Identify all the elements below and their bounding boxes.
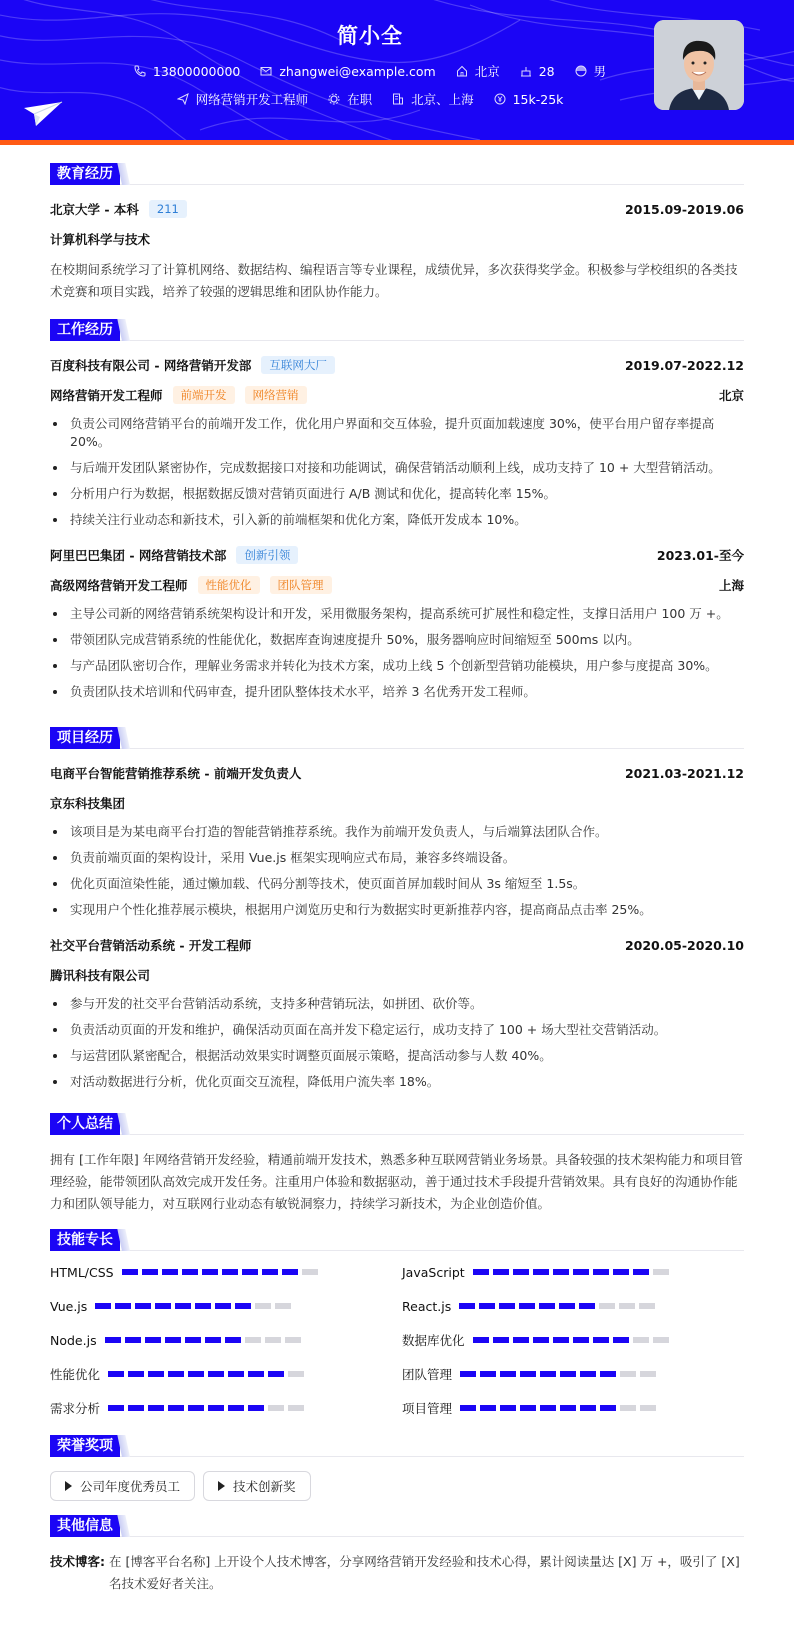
awards-list (50, 1471, 744, 1501)
skill-item (50, 1357, 402, 1391)
skill-level-segment (640, 1371, 656, 1377)
bullet-item: 负责公司网络营销平台的前端开发工作，优化用户界面和交互体验，提升页面加载速度 30%，使平台用户留存率提高 20%。 (50, 415, 744, 451)
skill-level-segment (520, 1405, 536, 1411)
skill-level-segment (148, 1405, 164, 1411)
skill-level-segment (228, 1371, 244, 1377)
skill-level-segment (148, 1371, 164, 1377)
skill-level-segment (460, 1371, 476, 1377)
skill-level-segment (560, 1371, 576, 1377)
project-date: 2020.05-2020.10 (624, 937, 744, 953)
skill-level-bar (122, 1269, 322, 1275)
skill-level-segment (513, 1269, 529, 1275)
skill-level-segment (265, 1337, 281, 1343)
skill-level-segment (188, 1405, 204, 1411)
skill-level-segment (480, 1371, 496, 1377)
skill-level-segment (175, 1303, 191, 1309)
skill-level-segment (208, 1371, 224, 1377)
skill-level-segment (580, 1405, 596, 1411)
resume-header (0, 0, 794, 140)
skill-level-segment (620, 1405, 636, 1411)
skill-level-segment (553, 1269, 569, 1275)
contact-info-row (0, 62, 740, 80)
person-portrait-icon (654, 20, 744, 110)
bullet-item: 分析用户行为数据，根据数据反馈对营销页面进行 A/B 测试和优化，提高转化率 15%。 (50, 485, 744, 503)
skill-level-segment (540, 1371, 556, 1377)
skill-level-segment (182, 1269, 198, 1275)
mail-icon (260, 65, 272, 77)
project-name: 社交平台营销活动系统 - 开发工程师 (50, 938, 252, 953)
work-section (50, 319, 744, 701)
gender-info: 男 (575, 62, 607, 80)
skill-level-segment (205, 1337, 221, 1343)
email-info: zhangwei@example.com (260, 64, 435, 79)
phone-info: 13800000000 (134, 64, 240, 79)
cake-icon (520, 65, 532, 77)
skill-level-segment (268, 1405, 284, 1411)
section-title: 教育经历 (50, 163, 120, 185)
work-entry (50, 355, 744, 529)
skill-level-segment (639, 1303, 655, 1309)
skill-level-segment (620, 1371, 636, 1377)
skill-level-segment (613, 1337, 629, 1343)
skill-name: HTML/CSS (50, 1264, 114, 1280)
bullet-item: 负责前端页面的架构设计，采用 Vue.js 框架实现响应式布局，兼容多终端设备。 (50, 849, 744, 867)
skill-item (402, 1391, 754, 1425)
skill-level-segment (540, 1405, 556, 1411)
skill-level-segment (248, 1405, 264, 1411)
skill-level-segment (268, 1371, 284, 1377)
education-entry (50, 199, 744, 303)
skill-level-segment (242, 1269, 258, 1275)
company-name: 阿里巴巴集团 - 网络营销技术部 (50, 548, 227, 563)
skill-name: JavaScript (402, 1264, 465, 1280)
work-location: 上海 (718, 578, 744, 593)
bullet-item: 持续关注行业动态和新技术，引入新的前端框架和优化方案，降低开发成本 10%。 (50, 511, 744, 529)
project-name: 电商平台智能营销推荐系统 - 前端开发负责人 (50, 766, 302, 781)
section-header (50, 727, 744, 749)
skill-level-bar (460, 1405, 660, 1411)
skill-level-segment (188, 1371, 204, 1377)
skill-level-segment (128, 1371, 144, 1377)
bullet-item: 与运营团队紧密配合，根据活动效果实时调整页面展示策略，提高活动参与人数 40%。 (50, 1047, 744, 1065)
status-info: 在职 (328, 90, 372, 108)
skill-level-segment (162, 1269, 178, 1275)
skill-name: 需求分析 (50, 1401, 101, 1416)
project-bullets (50, 823, 744, 919)
skill-level-segment (633, 1269, 649, 1275)
skill-level-bar (473, 1337, 673, 1343)
skill-item (402, 1323, 754, 1357)
skill-level-segment (128, 1405, 144, 1411)
skill-level-segment (125, 1337, 141, 1343)
skill-name: 性能优化 (50, 1367, 101, 1382)
role-tag: 网络营销 (245, 386, 307, 404)
skill-level-segment (275, 1303, 291, 1309)
skill-item (50, 1255, 402, 1289)
other-info-text: 在 [博客平台名称] 上开设个人技术博客，分享网络营销开发经验和技术心得，累计阅读量达 [X] 万 +，吸引了 [X] 名技术爱好者关注。 (109, 1554, 740, 1591)
work-date: 2019.07-2022.12 (624, 357, 744, 373)
skill-level-segment (208, 1405, 224, 1411)
school-tag: 211 (149, 200, 187, 218)
skill-item (50, 1323, 402, 1357)
skill-level-segment (573, 1269, 589, 1275)
skill-name: 团队管理 (402, 1367, 453, 1382)
bullet-item: 主导公司新的网络营销系统架构设计和开发，采用微服务架构，提高系统可扩展性和稳定性，支撑日活用户 100 万 +。 (50, 605, 744, 623)
skill-level-segment (225, 1337, 241, 1343)
skill-level-segment (500, 1371, 516, 1377)
skill-level-segment (122, 1269, 138, 1275)
role-name: 高级网络营销开发工程师 (50, 578, 188, 593)
skill-level-bar (459, 1303, 659, 1309)
skill-level-segment (593, 1337, 609, 1343)
skill-level-segment (599, 1303, 615, 1309)
skills-section (50, 1229, 744, 1425)
skill-name: Vue.js (50, 1298, 88, 1314)
candidate-name: 简小全 (337, 24, 403, 48)
job-title-info: 网络营销开发工程师 (177, 90, 309, 108)
skill-level-segment (473, 1269, 489, 1275)
company-name: 百度科技有限公司 - 网络营销开发部 (50, 358, 252, 373)
company-tag: 创新引领 (236, 546, 298, 564)
triangle-right-icon (65, 1481, 72, 1491)
skill-item (402, 1289, 754, 1323)
skill-level-segment (653, 1269, 669, 1275)
skill-item (402, 1255, 754, 1289)
award-item[interactable]: 公司年度优秀员工 (50, 1471, 195, 1501)
skill-level-segment (600, 1405, 616, 1411)
section-header (50, 1435, 744, 1457)
section-header (50, 1515, 744, 1537)
skill-level-segment (168, 1405, 184, 1411)
skill-level-segment (600, 1371, 616, 1377)
skill-level-segment (553, 1337, 569, 1343)
bullet-item: 与后端开发团队紧密协作，完成数据接口对接和功能调试，确保营销活动顺利上线，成功支持了 10 + 大型营销活动。 (50, 459, 744, 477)
skill-level-segment (493, 1337, 509, 1343)
skills-grid (50, 1255, 744, 1425)
skill-level-segment (245, 1337, 261, 1343)
skill-level-segment (228, 1405, 244, 1411)
section-header (50, 1113, 744, 1135)
salary-info: 15k-25k (494, 92, 564, 107)
skill-level-segment (593, 1269, 609, 1275)
triangle-right-icon (218, 1481, 225, 1491)
other-info-label: 技术博客: (50, 1554, 105, 1569)
skill-level-segment (195, 1303, 211, 1309)
skill-level-segment (135, 1303, 151, 1309)
projects-section (50, 727, 744, 1091)
skill-level-segment (580, 1371, 596, 1377)
skill-level-segment (460, 1405, 476, 1411)
skill-level-bar (108, 1405, 308, 1411)
avatar-photo (654, 20, 744, 110)
skill-level-segment (248, 1371, 264, 1377)
education-date: 2015.09-2019.06 (624, 201, 744, 217)
skill-level-segment (493, 1269, 509, 1275)
skill-level-segment (560, 1405, 576, 1411)
skill-level-bar (95, 1303, 295, 1309)
other-info-section (50, 1515, 744, 1595)
work-city-info: 北京、上海 (392, 90, 474, 108)
skill-level-segment (619, 1303, 635, 1309)
skill-level-segment (653, 1337, 669, 1343)
section-title: 项目经历 (50, 727, 120, 749)
paper-plane-icon (22, 100, 64, 128)
bullet-item: 对活动数据进行分析，优化页面交互流程，降低用户流失率 18%。 (50, 1073, 744, 1091)
skill-level-segment (500, 1405, 516, 1411)
summary-section (50, 1113, 744, 1215)
skill-level-segment (288, 1371, 304, 1377)
skill-level-segment (559, 1303, 575, 1309)
skill-level-segment (479, 1303, 495, 1309)
skill-level-segment (262, 1269, 278, 1275)
awards-section (50, 1435, 744, 1501)
building-icon (392, 93, 404, 105)
skill-item (402, 1357, 754, 1391)
skill-level-segment (513, 1337, 529, 1343)
project-entry (50, 763, 744, 919)
project-bullets (50, 995, 744, 1091)
skill-level-segment (165, 1337, 181, 1343)
skill-level-segment (282, 1269, 298, 1275)
role-name: 网络营销开发工程师 (50, 388, 163, 403)
section-title: 其他信息 (50, 1515, 120, 1537)
project-date: 2021.03-2021.12 (624, 765, 744, 781)
skill-level-segment (499, 1303, 515, 1309)
skill-level-segment (168, 1371, 184, 1377)
skill-level-segment (519, 1303, 535, 1309)
bullet-item: 实现用户个性化推荐展示模块，根据用户浏览历史和行为数据实时更新推荐内容，提高商品点击率 25%。 (50, 901, 744, 919)
skill-level-segment (115, 1303, 131, 1309)
skill-level-segment (235, 1303, 251, 1309)
skill-level-segment (108, 1405, 124, 1411)
skill-level-segment (613, 1269, 629, 1275)
skill-level-segment (539, 1303, 555, 1309)
section-title: 技能专长 (50, 1229, 120, 1251)
skill-level-segment (520, 1371, 536, 1377)
skill-level-segment (155, 1303, 171, 1309)
skill-level-segment (222, 1269, 238, 1275)
skill-level-segment (579, 1303, 595, 1309)
skill-level-segment (145, 1337, 161, 1343)
role-tag: 性能优化 (198, 576, 260, 594)
work-date: 2023.01-至今 (656, 548, 744, 563)
skill-level-bar (460, 1371, 660, 1377)
skill-level-segment (573, 1337, 589, 1343)
education-description: 在校期间系统学习了计算机网络、数据结构、编程语言等专业课程，成绩优异，多次获得奖学金。积极参与学校组织的各类技术竞赛和项目实践，培养了较强的逻辑思维和团队协作能力。 (50, 262, 738, 299)
section-title: 荣誉奖项 (50, 1435, 120, 1457)
skill-name: 数据库优化 (402, 1333, 465, 1348)
major: 计算机科学与技术 (50, 232, 151, 247)
skill-level-segment (215, 1303, 231, 1309)
other-info-item (50, 1551, 744, 1595)
header-accent-line (0, 140, 794, 145)
phone-icon (134, 65, 146, 77)
skill-level-segment (459, 1303, 475, 1309)
skill-level-bar (108, 1371, 308, 1377)
skill-item (50, 1289, 402, 1323)
school-name: 北京大学 - 本科 (50, 202, 139, 217)
skill-level-segment (285, 1337, 301, 1343)
award-item[interactable]: 技术创新奖 (203, 1471, 311, 1501)
bullet-item: 参与开发的社交平台营销活动系统，支持多种营销玩法，如拼团、砍价等。 (50, 995, 744, 1013)
skill-level-segment (202, 1269, 218, 1275)
section-header (50, 1229, 744, 1251)
skill-level-segment (480, 1405, 496, 1411)
bullet-item: 带领团队完成营销系统的性能优化，数据库查询速度提升 50%，服务器响应时间缩短至 500ms 以内。 (50, 631, 744, 649)
resume-body (0, 163, 794, 1595)
summary-text: 拥有 [工作年限] 年网络营销开发经验，精通前端开发技术，熟悉多种互联网营销业务场景。具备较强的技术架构能力和项目管理经验，能带领团队高效完成开发任务。注重用户体验和数据驱动，善于通过技术手段提升营销效果。具有良好的沟通协作能力和团队领导能力，对互联网行业动态有敏锐洞察力，持续学习新技术，为企业创造价值。 (50, 1152, 743, 1211)
work-bullets (50, 605, 744, 701)
skill-level-bar (105, 1337, 305, 1343)
home-icon (456, 65, 468, 77)
skill-level-segment (108, 1371, 124, 1377)
education-section (50, 163, 744, 303)
bullet-item: 该项目是为某电商平台打造的智能营销推荐系统。我作为前端开发负责人，与后端算法团队合作。 (50, 823, 744, 841)
bullet-item: 与产品团队密切合作，理解业务需求并转化为技术方案，成功上线 5 个创新型营销功能模块，用户参与度提高 30%。 (50, 657, 744, 675)
city-info: 北京 (456, 62, 500, 80)
skill-name: Node.js (50, 1332, 97, 1348)
skill-level-segment (640, 1405, 656, 1411)
skill-level-segment (633, 1337, 649, 1343)
project-org: 京东科技集团 (50, 796, 126, 811)
status-icon (328, 93, 340, 105)
work-location: 北京 (718, 388, 744, 403)
skill-level-bar (473, 1269, 673, 1275)
role-tag: 前端开发 (173, 386, 235, 404)
bullet-item: 优化页面渲染性能，通过懒加载、代码分割等技术，使页面首屏加载时间从 3s 缩短至 1.5s。 (50, 875, 744, 893)
skill-level-segment (105, 1337, 121, 1343)
skill-level-segment (142, 1269, 158, 1275)
gender-icon (575, 65, 587, 77)
company-tag: 互联网大厂 (261, 356, 335, 374)
skill-level-segment (255, 1303, 271, 1309)
age-info: 28 (520, 64, 555, 79)
bullet-item: 负责团队技术培训和代码审查，提升团队整体技术水平，培养 3 名优秀开发工程师。 (50, 683, 744, 701)
skill-name: 项目管理 (402, 1401, 453, 1416)
job-info-row (0, 90, 740, 108)
project-entry (50, 935, 744, 1091)
section-title: 个人总结 (50, 1113, 120, 1135)
section-title: 工作经历 (50, 319, 120, 341)
skill-level-segment (302, 1269, 318, 1275)
skill-level-segment (288, 1405, 304, 1411)
work-entry (50, 545, 744, 701)
section-header (50, 163, 744, 185)
skill-level-segment (533, 1337, 549, 1343)
skill-level-segment (185, 1337, 201, 1343)
salary-icon (494, 93, 506, 105)
bullet-item: 负责活动页面的开发和维护，确保活动页面在高并发下稳定运行，成功支持了 100 + 场大型社交营销活动。 (50, 1021, 744, 1039)
send-icon (177, 93, 189, 105)
skill-level-segment (533, 1269, 549, 1275)
skill-name: React.js (402, 1298, 452, 1314)
section-header (50, 319, 744, 341)
skill-level-segment (95, 1303, 111, 1309)
role-tag: 团队管理 (270, 576, 332, 594)
skill-level-segment (473, 1337, 489, 1343)
skill-item (50, 1391, 402, 1425)
work-bullets (50, 415, 744, 529)
project-org: 腾讯科技有限公司 (50, 968, 151, 983)
